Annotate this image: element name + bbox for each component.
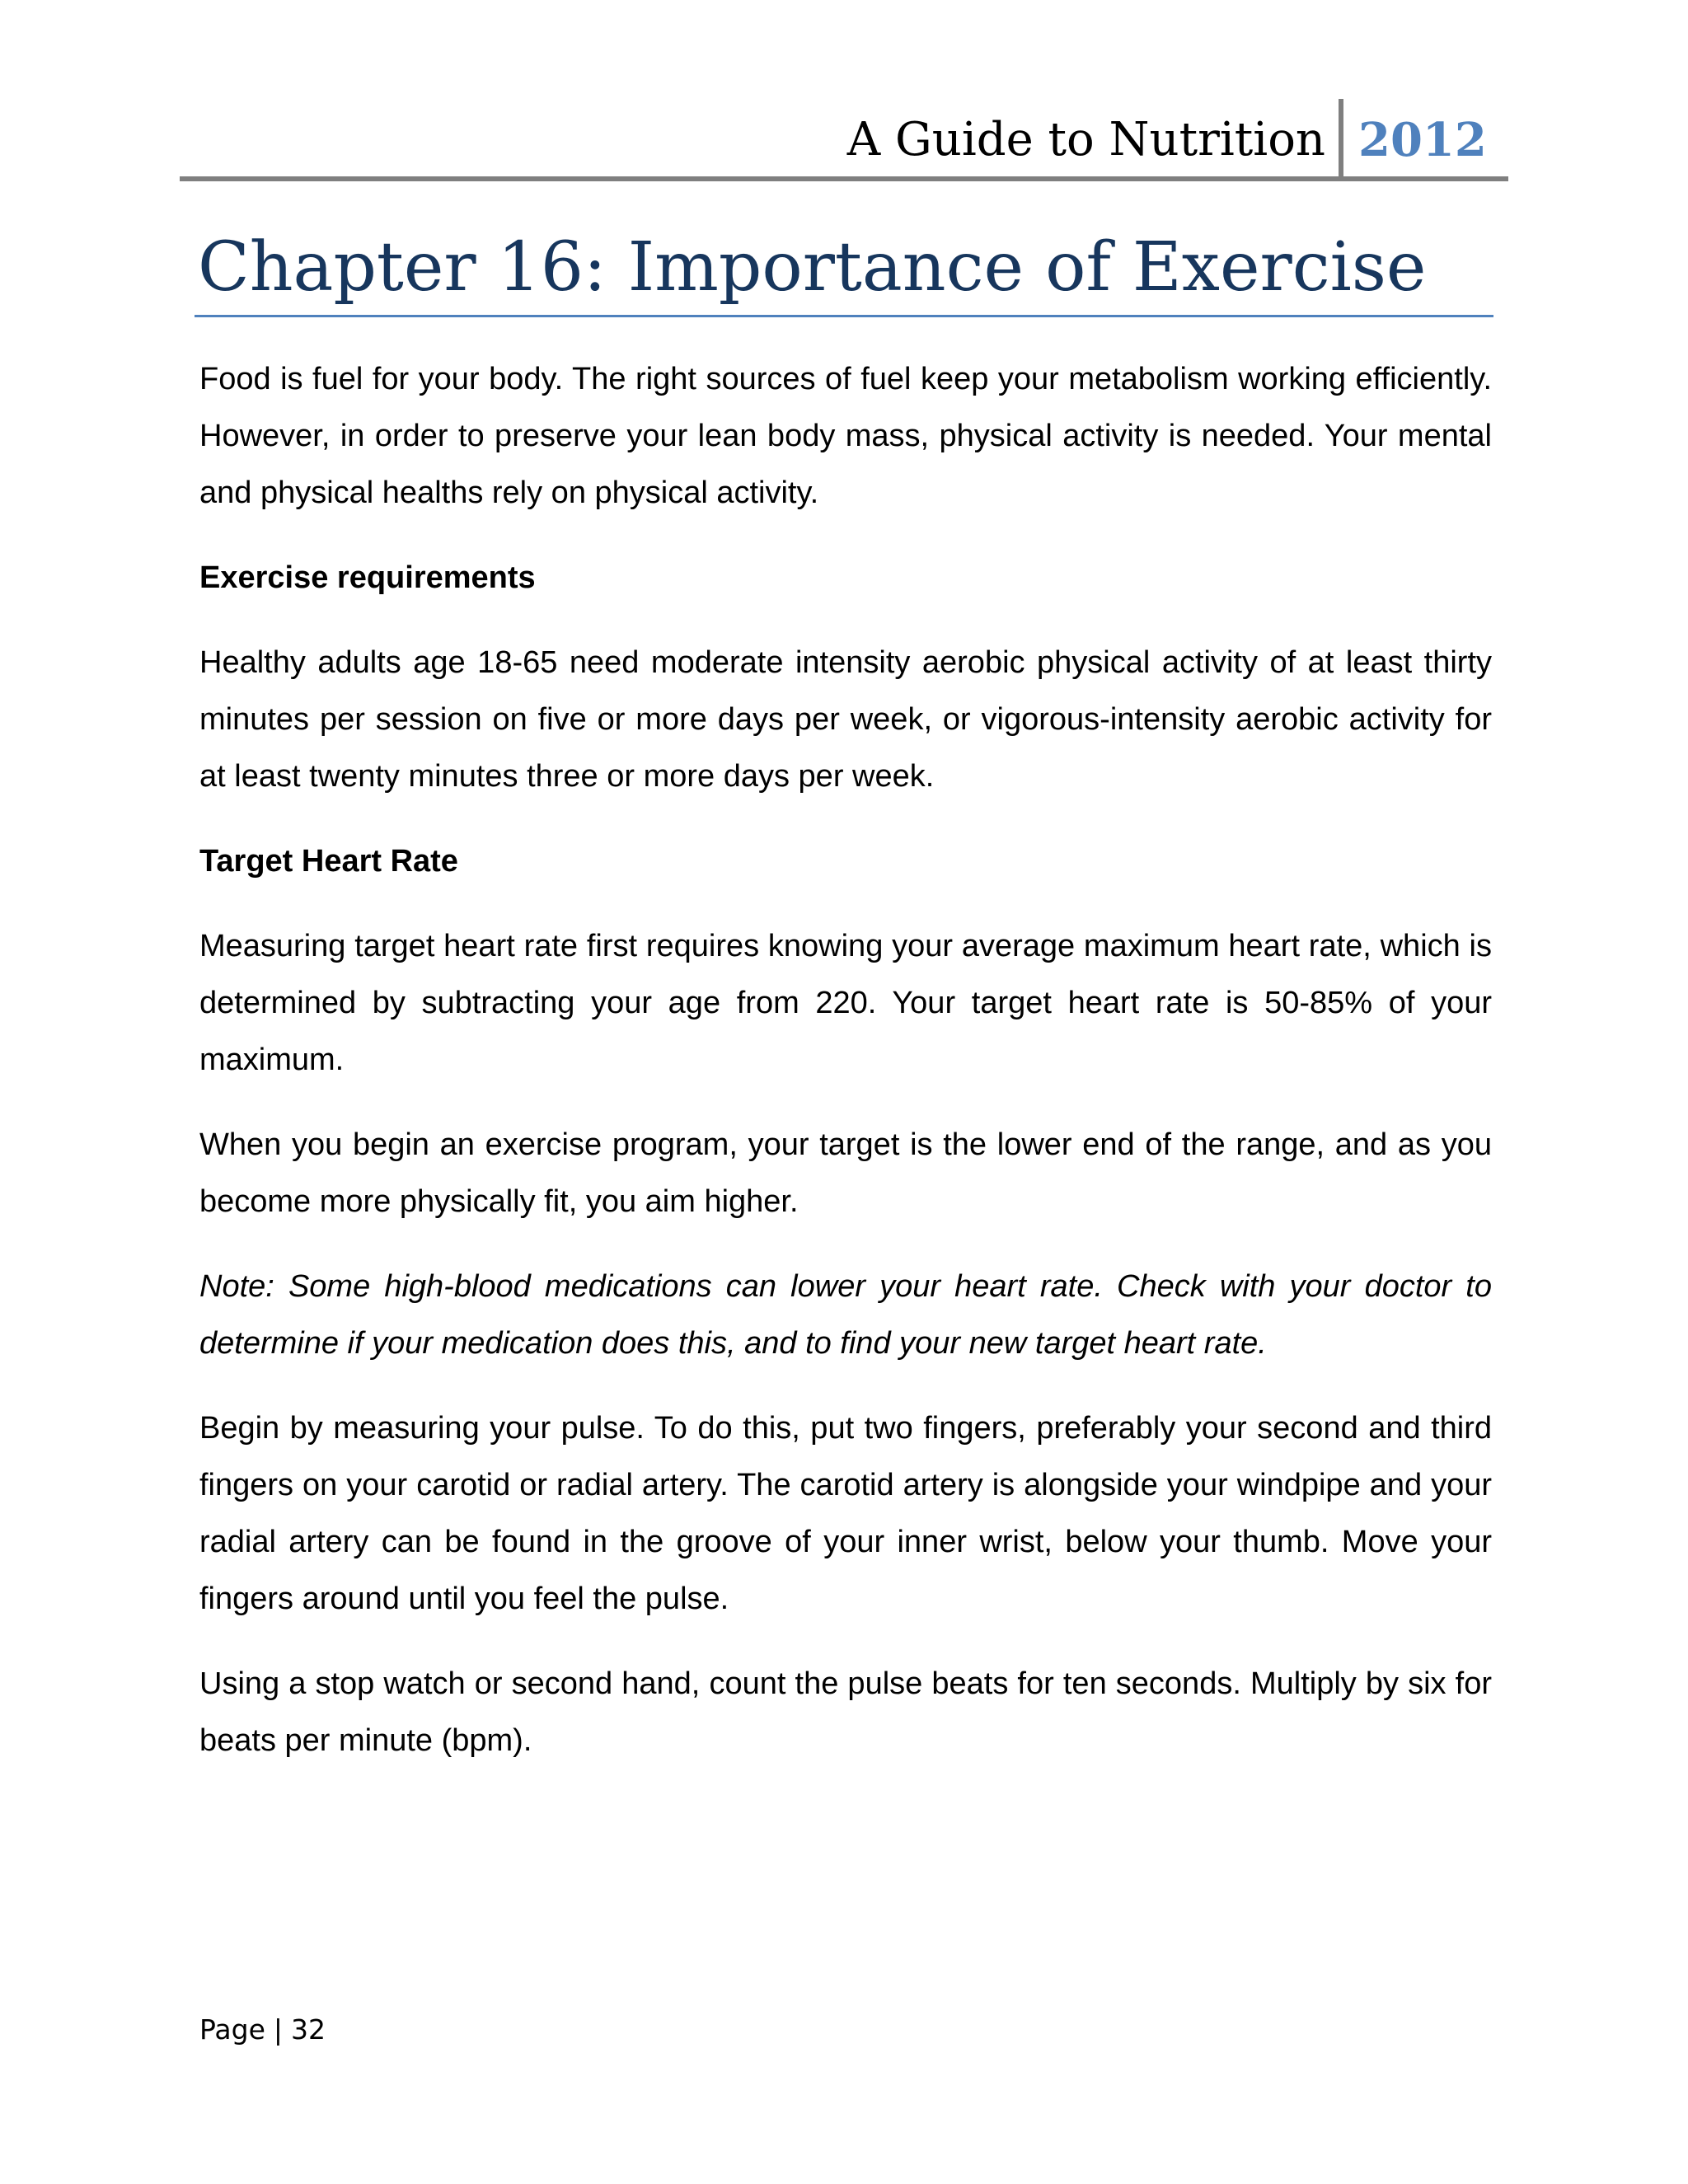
running-header-title: A Guide to Nutrition	[846, 113, 1325, 166]
pulse-measurement-paragraph: Begin by measuring your pulse. To do this, put two fingers, preferably your second and third fingers on your carotid or radial artery. The carotid artery is alongside your windpipe and your radial artery can be found in the groove of your inner wrist, below your thumb. Move your fingers around until you feel the pulse.	[199, 1411, 1492, 1616]
medication-note: Note: Some high-blood medications can lower your heart rate. Check with your doctor to determine if your medication does this, and to find your new target heart rate.	[199, 1269, 1492, 1361]
page-number: 32	[291, 2013, 326, 2046]
chapter-title-rule	[195, 315, 1493, 317]
exercise-requirements-heading: Exercise requirements	[199, 560, 536, 595]
header-rule	[180, 176, 1508, 181]
exercise-requirements-paragraph: Healthy adults age 18-65 need moderate intensity aerobic physical activity of at least thirty minutes per session on five or more days per week, or vigorous-intensity aerobic activity for at least twenty minutes three or more days per week.	[199, 645, 1492, 794]
page-label: Page	[199, 2013, 265, 2046]
target-heart-rate-paragraph: Measuring target heart rate first requires knowing your average maximum heart rate, which is determined by subtracting your age from 220. Your target heart rate is 50-85% of your maximum.	[199, 929, 1492, 1077]
exercise-program-paragraph: When you begin an exercise program, your target is the lower end of the range, and as you become more physically fit, you aim higher.	[199, 1127, 1492, 1219]
body-text	[199, 351, 1492, 1797]
chapter-title: Chapter 16: Importance of Exercise	[198, 228, 1427, 307]
pulse-count-paragraph: Using a stop watch or second hand, count the pulse beats for ten seconds. Multiply by six for beats per minute (bpm).	[199, 1666, 1492, 1758]
intro-paragraph: Food is fuel for your body. The right sources of fuel keep your metabolism working efficiently. However, in order to preserve your lean body mass, physical activity is needed. Your mental and physical healths rely on physical activity.	[199, 362, 1492, 510]
header-divider	[1339, 99, 1343, 178]
page-separator: |	[273, 2013, 284, 2046]
page-footer	[199, 2008, 326, 2052]
target-heart-rate-heading: Target Heart Rate	[199, 844, 458, 879]
running-header-year: 2012	[1358, 113, 1487, 167]
